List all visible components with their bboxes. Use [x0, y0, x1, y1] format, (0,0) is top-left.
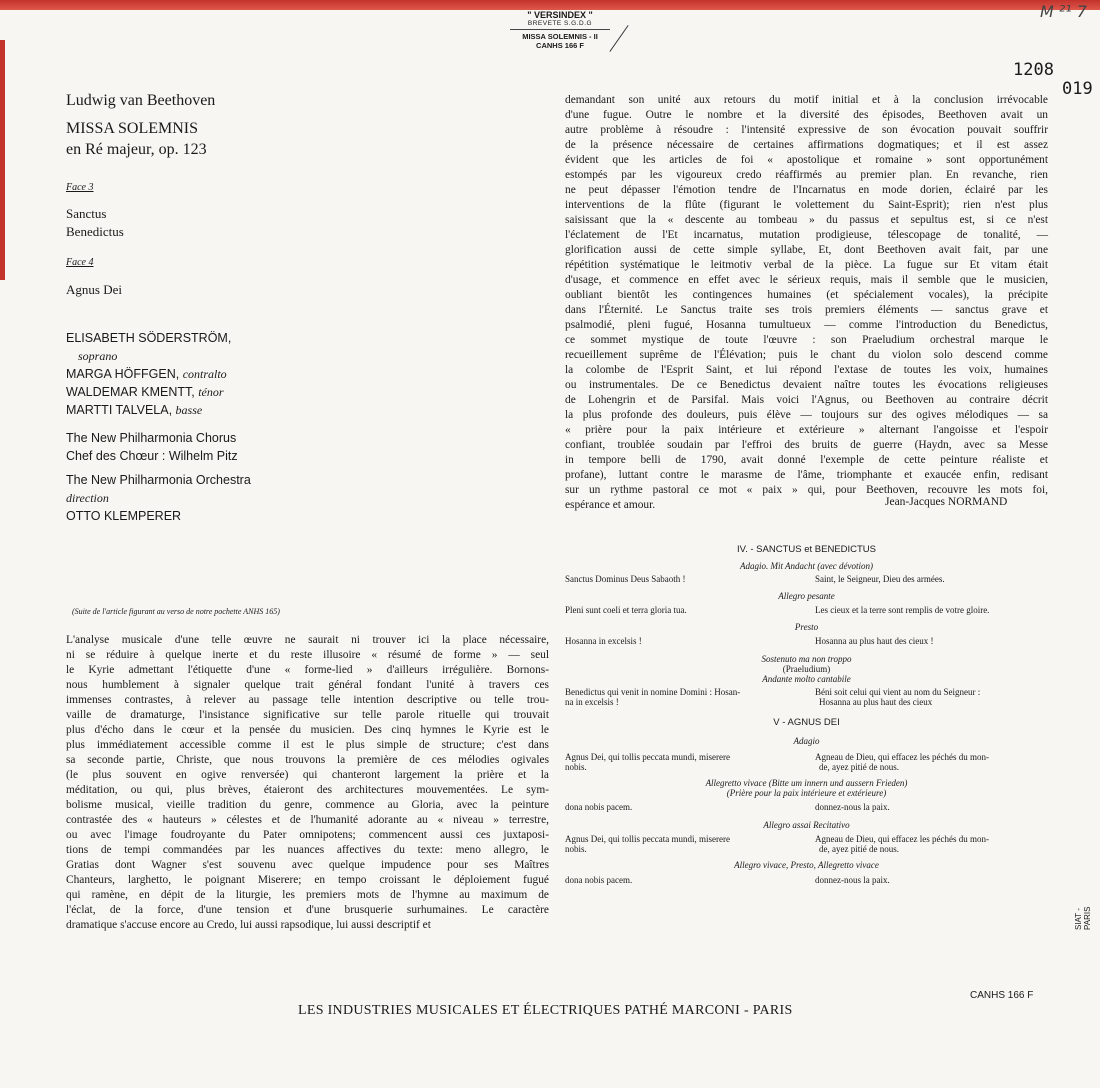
tempo-marking: Sostenuto ma non troppo [761, 654, 852, 664]
latin-text [565, 687, 795, 707]
tempo-marking: Allegretto vivace (Bitte um innern und aussern Frieden) [705, 778, 908, 788]
article-line: autre problème à résoudre : l'intensité expressive de son évocation pouvait souffrir [565, 124, 1048, 136]
right-article [565, 93, 1048, 513]
article-line: (le plus souvent en ogive renversée) qui chanteront largement la prière et la [66, 769, 549, 781]
performer-name: WALDEMAR KMENTT, [66, 385, 195, 399]
tempo-marking: Presto [794, 622, 819, 632]
article-line: L'analyse musicale d'une telle œuvre ne saurait ni trouver ici la place nécessaire, [66, 634, 549, 646]
libretto-row [565, 574, 1048, 584]
article-line: méditation, ou qui, plus brèves, étaieront des architectures mouvementées. Le sym- [66, 784, 549, 796]
latin-text: dona nobis pacem. [565, 802, 633, 812]
article-line: la plus profonde des douleurs, puis élève — toujours sur des ogives mélodiques — sa [565, 409, 1048, 421]
performer-name: ELISABETH SÖDERSTRÖM, [66, 331, 232, 345]
article-line: ce sommet mystique de toute l'œuvre : son Praeludium orchestral marque le [565, 334, 1048, 346]
performer-entry [66, 383, 251, 401]
latin-text: Hosanna in excelsis ! [565, 636, 642, 646]
work-subtitle: en Ré majeur, op. 123 [66, 141, 207, 158]
left-edge [0, 40, 5, 280]
article-line: qui ramène, en dépit de la liturgie, les premiers mots de l'hymne au maximum de [66, 889, 549, 901]
tempo-marking: Adagio [793, 736, 820, 746]
latin-line: Agnus Dei, qui tollis peccata mundi, miserere [565, 752, 730, 762]
libretto [565, 544, 1048, 885]
performer-name: MARTTI TALVELA, [66, 403, 173, 417]
track-sanctus: Sanctus [66, 206, 107, 221]
track-benedictus: Benedictus [66, 224, 124, 239]
article-line: psalmodié, pleni fugué, Hosanna tumultueux — comme l'introduction du Benedictus, [565, 319, 1048, 331]
french-line: de, ayez pitié de nous. [819, 844, 899, 854]
stamp-line1: MISSA SOLEMNIS - II [522, 32, 598, 41]
stamp-brand: " VERSINDEX " [527, 10, 593, 20]
article-line: contrastée des « hauteurs » célestes et de l'humanité adorante au « niveau » terrestre, [66, 814, 549, 826]
article-line: la colombe de l'Esprit Saint, et lui répond l'extase de toutes les voix, humaines [565, 364, 1048, 376]
article-line: ou avec l'image foudroyante du Pater omnipotens; commencent aussi ces juxtaposi- [66, 829, 549, 841]
french-text [795, 687, 980, 707]
french-text: Hosanna au plus haut des cieux ! [815, 636, 934, 646]
performer-name: MARGA HÖFFGEN, [66, 367, 180, 381]
article-line: ne peut dépasser l'émotion tendre de l'Incarnatus en mode dorien, éclairé par les [565, 184, 1048, 196]
article-line: interventions de la flûte (figurant le volettement du Saint-Esprit); rien n'est plus [565, 199, 1048, 211]
chorus-name: The New Philharmonia Chorus [66, 431, 237, 445]
french-text [795, 752, 989, 772]
continuation-note: (Suite de l'article figurant au verso de notre pochette ANHS 165) [72, 607, 280, 616]
article-line: de Lohengrin et de Parsifal. Mais voici l'Agnus, ou Beethoven au contraire décrit [565, 394, 1048, 406]
french-line: Hosanna au plus haut des cieux [819, 697, 933, 707]
french-line: de, ayez pitié de nous. [819, 762, 899, 772]
article-line: « prière pour la paix intérieure et extérieure » alternant l'angoisse et l'espoir [565, 424, 1048, 436]
chorus-master: Chef des Chœur : Wilhelm Pitz [66, 449, 238, 463]
article-line: évident que les articles de foi « apostolique et romaine » sont opportunément [565, 154, 1048, 166]
french-text: Saint, le Seigneur, Dieu des armées. [815, 574, 945, 584]
tempo-marking: Adagio. Mit Andacht (avec dévotion) [739, 561, 874, 571]
latin-text [565, 752, 795, 772]
article-line: plus d'écho dans le cœur et la pensée du musicien. Des cinq hymnes le Kyrie est le [66, 724, 549, 736]
work-title-block [66, 118, 207, 160]
article-line: nous humblement à signaler quelque trait général fondant l'unité à travers ces [66, 679, 549, 691]
article-line: Gratias dont Wagner s'est souvenu avec quelque impudence pour ses Maîtres [66, 859, 549, 871]
praeludium-label: (Praeludium) [782, 664, 831, 674]
section-heading: V - AGNUS DEI [773, 717, 840, 728]
top-edge [0, 0, 1100, 10]
article-line: saisissant que la « descente au tombeau » du passus et sepultus est, si ce n'est [565, 214, 1048, 226]
libretto-row [565, 687, 1048, 707]
latin-text: dona nobis pacem. [565, 875, 633, 885]
performer-entry [66, 365, 251, 383]
latin-line: nobis. [565, 762, 587, 772]
publisher-footer: LES INDUSTRIES MUSICALES ET ÉLECTRIQUES PATHÉ MARCONI - PARIS [298, 1003, 793, 1018]
article-line: sa seconde partie, Christe, que nous trouvons la première de ces mélodies ogivales [66, 754, 549, 766]
latin-text: Sanctus Dominus Deus Sabaoth ! [565, 574, 686, 584]
face3-label: Face 3 [66, 182, 94, 193]
latin-line: nobis. [565, 844, 587, 854]
performers-list [66, 329, 251, 525]
latin-text [565, 834, 795, 854]
libretto-row [565, 802, 1048, 812]
article-line: répétition systématique le leitmotiv verbal de la pièce. La fugue sur Et vitam était [565, 259, 1048, 271]
article-line: ni se réduire à quelque inerte et du reste illusoire « résumé de forme » — seul [66, 649, 549, 661]
libretto-row [565, 875, 1048, 885]
libretto-row [565, 636, 1048, 646]
french-text: donnez-nous la paix. [815, 802, 890, 812]
article-line: estompés par les vigoureux credo réaffirmés au premier plan. En revanche, rien [565, 169, 1048, 181]
performer-role: contralto [182, 367, 227, 381]
tempo-marking: Allegro assai Recitativo [763, 820, 850, 830]
article-line: dans l'Éternité. Le Sanctus traite ses trois premiers éléments — sanctus grave et [565, 304, 1048, 316]
conductor-name: OTTO KLEMPERER [66, 509, 182, 523]
inventory-number: 1208 [1013, 60, 1054, 80]
french-text: Les cieux et la terre sont remplis de votre gloire. [815, 605, 990, 615]
stamp-brevet: BREVETE S.G.D.G [527, 20, 593, 27]
libretto-row [565, 752, 1048, 772]
article-line: immenses contrastes, à relever au passage telle intention descriptive ou telle trou- [66, 694, 549, 706]
article-line: demandant son unité aux retours du motif initial et à la conclusion irrévocable [565, 94, 1048, 106]
catalog-number: CANHS 166 F [970, 990, 1034, 1001]
french-line: Agneau de Dieu, qui effacez les péchés du mon- [815, 834, 990, 844]
article-line: de la présence nécessaire de certaines affirmations dogmatiques; et il est assez [565, 139, 1048, 151]
article-line: glorification aussi de cette simple syllabe, Et, dont Beethoven avait fait, par une [565, 244, 1048, 256]
section-heading: IV. - SANCTUS et BENEDICTUS [736, 544, 876, 555]
latin-line: Agnus Dei, qui tollis peccata mundi, miserere [565, 834, 730, 844]
direction-label: direction [66, 491, 109, 505]
libretto-row [565, 605, 1048, 615]
performer-role: soprano [78, 349, 118, 363]
tempo-translation: (Prière pour la paix intérieure et extérieure) [726, 788, 887, 798]
article-line: vaille de dramaturge, l'insistance significative sur telle parole rituelle qui trouvait [66, 709, 549, 721]
work-title: MISSA SOLEMNIS [66, 120, 199, 137]
performer-role: basse [175, 403, 203, 417]
article-line: recueillement suprême de l'Élévation; puis le chant du violon solo descend comme [565, 349, 1048, 361]
left-article [66, 633, 549, 933]
french-text [795, 834, 989, 854]
article-line: l'éclatement de l'Et incarnatus, mutation prodigieuse, télescopage de tonalité, — [565, 229, 1048, 241]
french-line: Béni soit celui qui vient au nom du Seigneur : [815, 687, 981, 697]
face4-label: Face 4 [66, 257, 94, 268]
article-line: tions de tempi commandées par les nuances affectives du texte: meno allegro, le [66, 844, 549, 856]
composer: Ludwig van Beethoven [66, 92, 216, 109]
performer-role: ténor [198, 385, 224, 399]
latin-line: Benedictus qui venit in nomine Domini : Hosan- [565, 687, 741, 697]
tempo-marking: Allegro pesante [778, 591, 835, 601]
author-signature: Jean-Jacques NORMAND [885, 496, 1008, 508]
handwritten-note: M ²¹ 7 [1040, 2, 1087, 21]
article-line: sur un rythme pastoral ce mot « paix » qui, pour Beethoven, recouvre les mots foi, [565, 484, 1048, 496]
latin-text: Pleni sunt coeli et terra gloria tua. [565, 605, 687, 615]
article-line: l'éclat, de la force, d'une tension et d'une brusquerie surhumaines. Le caractère [66, 904, 549, 916]
article-line: ou instrumentales. De ce Benedictus devaient naître toutes les évocations religieuses [565, 379, 1048, 391]
article-line: confiant, troublée soudain par l'effroi des bruits de guerre (Haydn, avec sa Messe [565, 439, 1048, 451]
track-agnus-dei: Agnus Dei [66, 282, 122, 297]
performer-entry [66, 401, 251, 419]
article-line: le Kyrie admettant l'étiquette d'une « forme-lied » d'ailleurs irrégulière. Bornons- [66, 664, 549, 676]
orchestra-name: The New Philharmonia Orchestra [66, 473, 251, 487]
article-line: d'une fugue. Outre le nombre et la diversité des épisodes, Beethoven avait un [565, 109, 1048, 121]
french-text: donnez-nous la paix. [815, 875, 890, 885]
article-line: dramatique s'accuse encore au Credo, lui aussi rapsodique, lui aussi descriptif et [66, 919, 431, 931]
versindex-stamp [500, 10, 620, 68]
inventory-suffix: 019 [1062, 79, 1093, 99]
libretto-row [565, 834, 1048, 854]
article-line: profane), luttant contre le marasme de l'âme, triomphante et exaucée enfin, redisant [565, 469, 1048, 481]
article-line: Chanteurs, larghetto, le poignant Miserere; en tempo croissant le déploiement fugué [66, 874, 549, 886]
article-line: espérance et amour. [565, 499, 656, 511]
stamp-line2: CANHS 166 F [536, 41, 584, 50]
article-line: plus immédiatement accessible comme il est le plus simple de structure; c'est dans [66, 739, 549, 751]
tempo-marking: Allegro vivace, Presto, Allegretto vivace [734, 860, 879, 870]
french-line: Agneau de Dieu, qui effacez les péchés du mon- [815, 752, 990, 762]
article-line: d'usage, et commence en effet avec le sérieux requis, mais il semble que le musicien, [565, 274, 1048, 286]
tempo-marking: Andante molto cantabile [762, 674, 851, 684]
printer-credit: SIAT - PARIS [1074, 906, 1092, 930]
article-line: bolisme musical, vieille tradition du genre, commence au Gloria, avec la peinture [66, 799, 549, 811]
latin-line: na in excelsis ! [565, 697, 619, 707]
article-line: oubliant bientôt les contingences humaines (et spécialement vocales), la précipite [565, 289, 1048, 301]
article-line: in tempore belli de 1790, avait donné l'exemple de cette peinture réaliste et [565, 454, 1048, 466]
